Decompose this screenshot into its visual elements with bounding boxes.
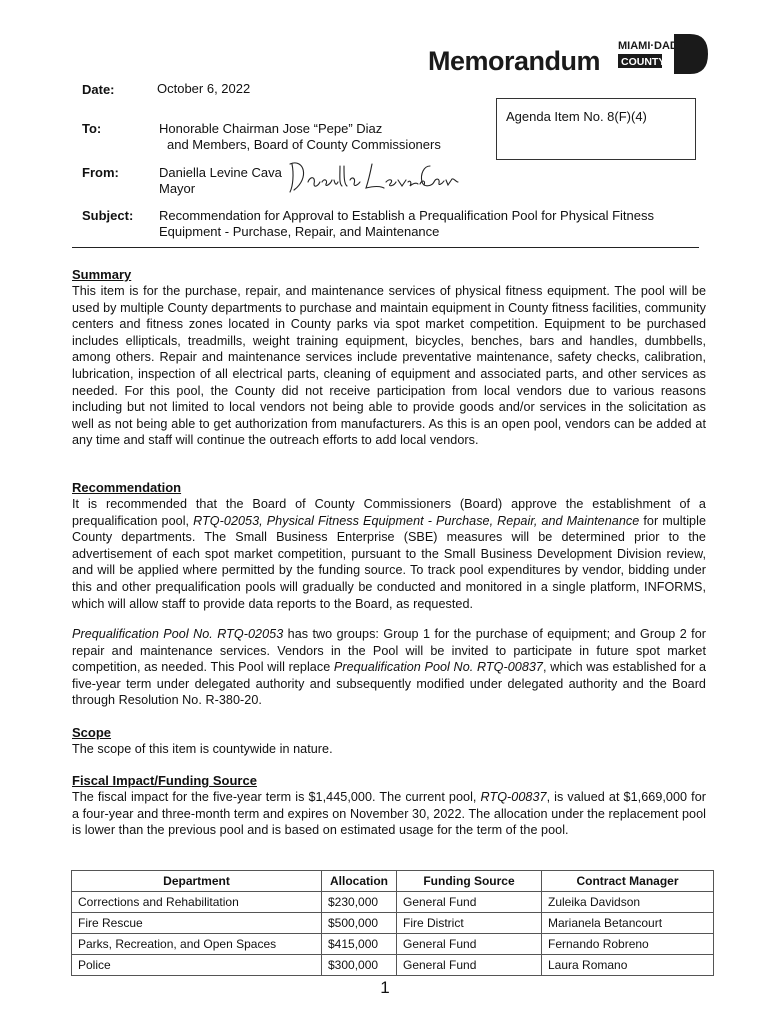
table-cell: General Fund — [397, 892, 542, 913]
funding-table — [71, 870, 714, 976]
recommendation-paragraph-1: It is recommended that the Board of County Commissioners (Board) approve the establishment of a prequalification pool, RTQ-02053, Physical Fitness Equipment - Purchase, Repair, and Maintenance for multiple County departments. The Small Business Enterprise (SBE) measures will be determined prior to the advertisement of each spot market competition, pursuant to the Small Business Development Division review, and will be applied where permitted by the funding source. To track pool expenditures by vendor, bidding under this and other prequalification pools will gradually be conducted and monitored in a single platform, INFORMS, which will allow staff to provide data reports to the Board, as requested. — [72, 497, 707, 611]
table-cell: Parks, Recreation, and Open Spaces — [72, 934, 322, 955]
from-line1: Daniella Levine Cava — [159, 165, 282, 180]
fiscal-body: The fiscal impact for the five-year term is $1,445,000. The current pool, RTQ-00837, is valued at $1,669,000 for a four-year and three-month term and expires on November 30, 2022. The allocation under the replacement pool is lower than the previous pool and is based on estimated usage for the term of the pool. — [72, 790, 706, 838]
fiscal-heading: Fiscal Impact/Funding Source — [72, 773, 257, 788]
summary-body: This item is for the purchase, repair, and maintenance services of physical fitness equipment. The pool will be used by multiple County departments to purchase and maintain equipment in County fitness facilities, community centers and fitness zones located in County parks via spot market competition. Equipment to be purchased includes ellipticals, treadmills, weight training equipment, bicycles, benches, bars and handles, dumbbells, among others. Repair and maintenance services include preventative maintenance, safety checks, calibration, lubrication, inspection of all electrical parts, cleaning of equipment and associated parts, and other services as needed. For this pool, the County did not receive participation from local vendors due to various reasons including but not limited to local vendors not being able to provide goods and/or services in the solicitation as well as not being able to get authorization from manufacturers. As this is an open pool, vendors can be added at any time and staff will continue the outreach efforts to add local vendors. — [72, 284, 706, 448]
subject-line1: Recommendation for Approval to Establish a Prequalification Pool for Physical Fitness — [159, 208, 654, 223]
to-line1: Honorable Chairman Jose “Pepe” Diaz — [159, 121, 383, 136]
recommendation-section — [72, 480, 706, 612]
recommendation-heading: Recommendation — [72, 480, 182, 495]
summary-section — [72, 267, 706, 449]
recommendation-paragraph-2: Prequalification Pool No. RTQ-02053 has two groups: Group 1 for the purchase of equipment; and Group 2 for repair and maintenance services. Vendors in the Pool will be invited to participate in future spot market competition, as needed. This Pool will replace Prequalification Pool No. RTQ-00837, which was established for a five-year term under delegated authority and subsequently modified under delegated authority and the Board through Resolution No. R-380-20. — [72, 627, 707, 708]
column-header: Allocation — [322, 871, 397, 892]
table-cell: Corrections and Rehabilitation — [72, 892, 322, 913]
table-row — [72, 913, 714, 934]
date-value: October 6, 2022 — [157, 81, 251, 96]
table-row — [72, 955, 714, 976]
table-cell: $415,000 — [322, 934, 397, 955]
table-header-row — [72, 871, 714, 892]
subject-line2: Equipment - Purchase, Repair, and Maintenance — [159, 224, 440, 239]
from-label: From: — [82, 165, 119, 180]
table-cell: Fire Rescue — [72, 913, 322, 934]
table-row — [72, 892, 714, 913]
column-header: Funding Source — [397, 871, 542, 892]
pool-name-italic: RTQ-02053, Physical Fitness Equipment - Purchase, Repair, and Maintenance — [193, 513, 640, 528]
table-cell: Zuleika Davidson — [542, 892, 714, 913]
agenda-item-box — [496, 98, 696, 160]
column-header: Contract Manager — [542, 871, 714, 892]
scope-heading: Scope — [72, 725, 112, 740]
scope-section — [72, 725, 706, 758]
logo-text-line1: MIAMI·DADE — [618, 40, 686, 52]
subject-label: Subject: — [82, 208, 134, 223]
scope-body: The scope of this item is countywide in nature. — [72, 742, 333, 756]
table-row — [72, 934, 714, 955]
to-label: To: — [82, 121, 102, 136]
table-cell: Marianela Betancourt — [542, 913, 714, 934]
memo-title: Memorandum — [428, 46, 601, 76]
table-cell: General Fund — [397, 955, 542, 976]
page-number: 1 — [380, 978, 390, 997]
table-cell: $300,000 — [322, 955, 397, 976]
date-label: Date: — [82, 82, 115, 97]
table-cell: General Fund — [397, 934, 542, 955]
table-cell: $500,000 — [322, 913, 397, 934]
table-cell: Fire District — [397, 913, 542, 934]
signature — [284, 152, 462, 198]
header-divider — [72, 247, 699, 248]
table-cell: Fernando Robreno — [542, 934, 714, 955]
miami-dade-county-logo — [616, 32, 708, 76]
fiscal-section — [72, 773, 706, 839]
column-header: Department — [72, 871, 322, 892]
from-line2: Mayor — [159, 181, 196, 196]
table-cell: Police — [72, 955, 322, 976]
table-cell: $230,000 — [322, 892, 397, 913]
table-cell: Laura Romano — [542, 955, 714, 976]
summary-heading: Summary — [72, 267, 132, 282]
agenda-item-number: Agenda Item No. 8(F)(4) — [506, 109, 647, 124]
logo-text-line2: COUNTY — [621, 56, 666, 68]
recommendation-paragraph-2-block — [72, 626, 706, 709]
to-line2: and Members, Board of County Commissioners — [167, 137, 441, 152]
